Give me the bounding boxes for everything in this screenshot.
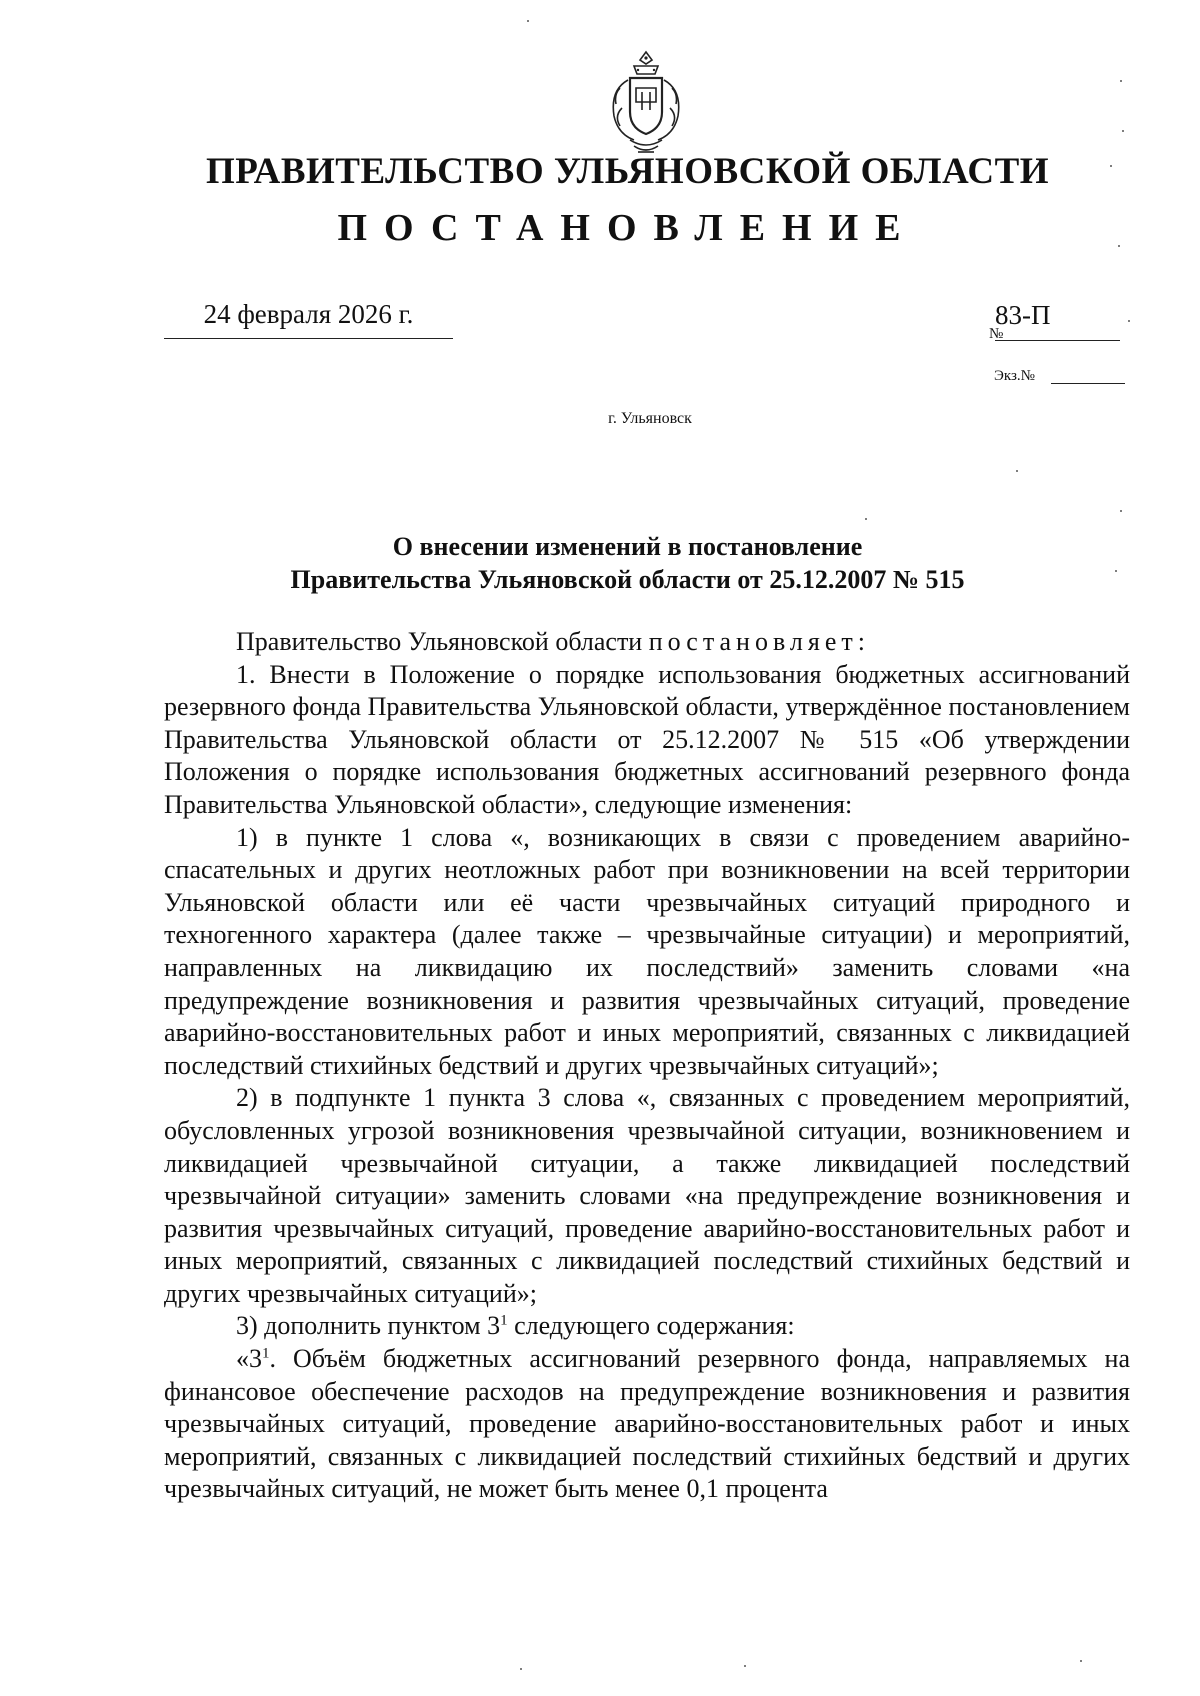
scan-speck <box>527 20 529 22</box>
copy-number-underline <box>1051 383 1125 384</box>
subitem-2: 2) в подпункте 1 пункта 3 слова «, связанных с проведением мероприятий, обусловленных угрозой возникновения чрезвычайной ситуации, возникновением и ликвидацией чрезвычайной ситуации, а также ликвидацией последствий чрезвычайной ситуации» заменить словами «на предупреждение возникновения и развития чрезвычайных ситуаций, проведение аварийно-восстановительных работ и иных мероприятий, связанных с ликвидацией последствий стихийных бедствий и других чрезвычайных ситуаций»; <box>164 1083 1130 1308</box>
subitem-1: 1) в пункте 1 слова «, возникающих в связи с проведением аварийно-спасательных и других неотложных работ при возникновении на всей территории Ульяновской области или её части чрезвычайных ситуаций природного и техногенного характера (далее также – чрезвычайные ситуации) и мероприятий, направленных на ликвидацию их последствий» заменить словами «на предупреждение возникновения и развития чрезвычайных ситуаций, проведение аварийно-восстановительных работ и иных мероприятий, связанных с ликвидацией последствий стихийных бедствий и других чрезвычайных ситуаций»; <box>164 822 1130 1080</box>
quoted-clause-superscript: 1 <box>262 1345 270 1362</box>
scan-speck <box>1120 510 1122 512</box>
item-1: 1. Внести в Положение о порядке использования бюджетных ассигнований резервного фонда Правительства Ульяновской области, утверждённое постановлением Правительства Ульяновской области от 25.12.2007 № 515 «Об утверждении Положения о порядке использования бюджетных ассигнований резервного фонда Правительства Ульяновской области», следующие изменения: <box>164 659 1130 819</box>
document-body <box>164 626 1130 1506</box>
document-type: ПОСТАНОВЛЕНИЕ <box>337 207 918 249</box>
organization-title: ПРАВИТЕЛЬСТВО УЛЬЯНОВСКОЙ ОБЛАСТИ <box>205 151 1050 192</box>
intro-lead: Правительство Ульяновской области <box>236 627 643 656</box>
scan-speck <box>1118 245 1120 247</box>
subitem-3-text: 3) дополнить пунктом 3 <box>236 1311 501 1341</box>
coat-of-arms-icon <box>600 48 692 158</box>
scan-speck <box>1110 165 1112 167</box>
copy-number-label: Экз.№ <box>994 368 1035 384</box>
document-subject <box>0 530 1200 596</box>
scan-speck <box>744 1665 746 1667</box>
quoted-clause-text: . Объём бюджетных ассигнований резервного фонда, направляемых на финансовое обеспечение расходов на предупреждение возникновения и развития чрезвычайных ситуаций, проведение аварийно-восстановительных работ и иных мероприятий, связанных с ликвидацией последствий стихийных бедствий и других чрезвычайных ситуаций, не может быть менее 0,1 процента <box>164 1344 1130 1504</box>
subitem-3-superscript: 1 <box>500 1312 508 1329</box>
number-underline <box>995 340 1120 341</box>
quoted-clause <box>164 1343 1130 1506</box>
scan-speck <box>520 1668 522 1670</box>
intro-paragraph <box>164 626 1130 659</box>
subject-line-2: Правительства Ульяновской области от 25.12.2007 № 515 <box>290 565 965 594</box>
subject-line-1: О внесении изменений в постановление <box>392 532 863 561</box>
city: г. Ульяновск <box>608 410 692 427</box>
number-prefix: № <box>989 326 1004 342</box>
scan-speck <box>1120 80 1122 82</box>
scan-speck <box>1115 570 1117 572</box>
scan-speck <box>1122 130 1124 132</box>
scan-speck <box>1016 470 1018 472</box>
intro-resolves: постановляет: <box>648 627 870 656</box>
subitem-3-text-end: следующего содержания: <box>507 1311 795 1341</box>
document-number: 83-П <box>995 300 1051 330</box>
document-date: 24 февраля 2026 г. <box>164 299 453 339</box>
scan-speck <box>1128 320 1130 322</box>
subitem-3 <box>164 1310 1130 1343</box>
scan-speck <box>1080 1660 1082 1662</box>
quoted-clause-start: «3 <box>236 1344 262 1374</box>
scan-speck <box>865 518 867 520</box>
